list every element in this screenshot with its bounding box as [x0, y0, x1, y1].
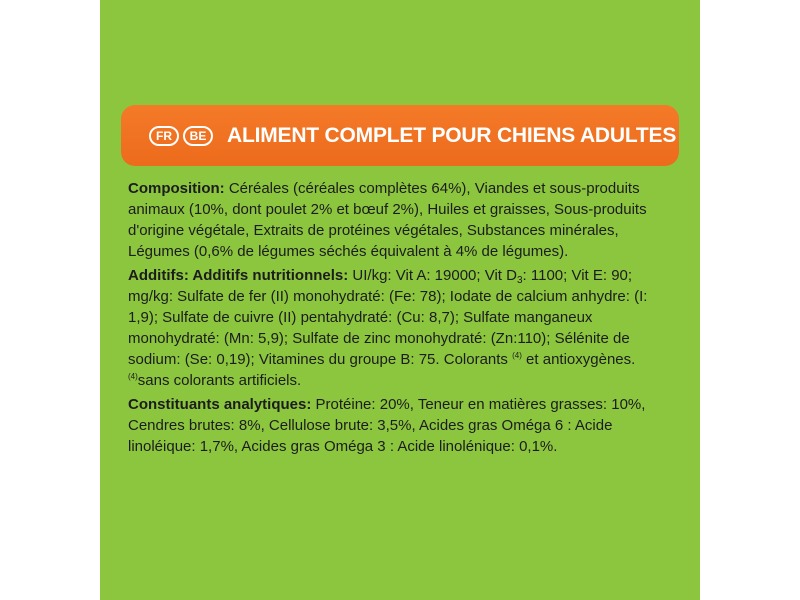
- composition-section: [128, 178, 676, 262]
- title-banner: [121, 105, 679, 166]
- constituants-section: [128, 394, 676, 457]
- product-title: ALIMENT COMPLET POUR CHIENS ADULTES: [227, 123, 677, 147]
- composition-label: Composition:: [128, 180, 225, 197]
- footnote-mark: (4): [512, 351, 522, 360]
- country-badge-fr: FR: [149, 126, 179, 146]
- vitamin-d-subscript: 3: [516, 275, 523, 286]
- country-badges: [149, 126, 217, 146]
- constituants-text: Protéine: 20%, Teneur en matières grasses: 10%, Cendres brutes: 8%, Cellulose brute: 3,5%, Acides gras Oméga 6 : Acide linoléique: 1,7%, Acides gras Oméga 3 : Acide linolénique: 0,1%.: [128, 396, 646, 455]
- composition-text: Céréales (céréales complètes 64%), Viandes et sous-produits animaux (10%, dont poulet 2% et bœuf 2%), Huiles et graisses, Sous-produits d'origine végétale, Extraits de protéines végétales, Substances minérales, Légumes (0,6% de légumes séchés équivalent à 4% de légumes).: [128, 180, 647, 260]
- country-badge-be: BE: [183, 126, 213, 146]
- additifs-text-d: sans colorants artificiels.: [137, 372, 302, 389]
- additifs-label: Additifs: Additifs nutritionnels:: [128, 267, 349, 284]
- additifs-section: [128, 265, 676, 391]
- constituants-label: Constituants analytiques:: [128, 396, 312, 413]
- footnote-mark: (4): [128, 372, 138, 381]
- additifs-text-c: et antioxygènes.: [521, 351, 636, 368]
- additifs-text-b: : 1100; Vit E: 90; mg/kg: Sulfate de fer (II) monohydraté: (Fe: 78); Iodate de calcium anhydre: (I: 1,9); Sulfate de cuivre (II) pentahydraté: (Cu: 8,7); Sulfate manganeux monohydraté: (Mn: 5,9); Sulfate de zinc monohydraté: (Zn:110); Sélénite de sodium: (Se: 0,19); Vitamines du groupe B: 75. Colorants: [128, 267, 648, 368]
- additifs-text-a: UI/kg: Vit A: 19000; Vit D: [348, 267, 517, 284]
- ingredients-text: [128, 178, 676, 460]
